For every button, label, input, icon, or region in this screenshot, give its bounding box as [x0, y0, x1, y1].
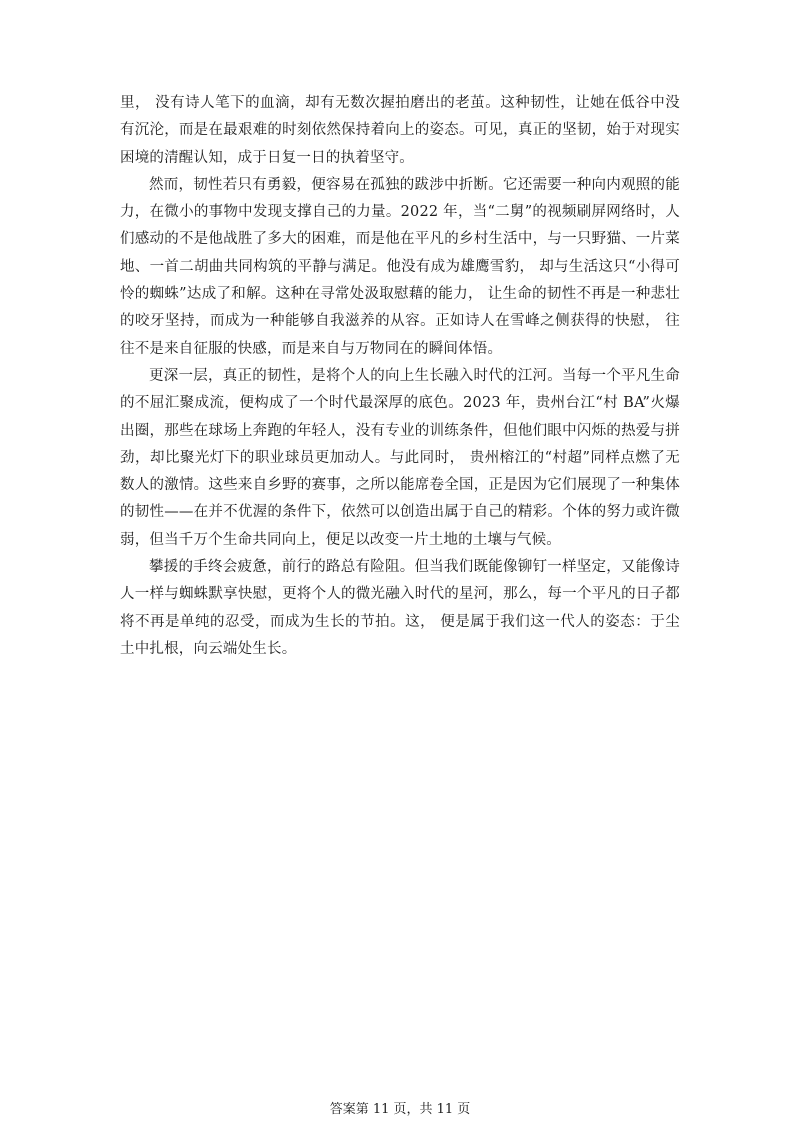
- paragraph-2: 然而，韧性若只有勇毅，便容易在孤独的跋涉中折断。它还需要一种向内观照的能力，在微小的事物中发现支撑自己的力量。2022 年，当“二舅”的视频刷屏网络时，人们感动的不是他战胜了多大的困难，而是他在平凡的乡村生活中，与一只野猫、一片菜地、一首二胡曲共同构筑的平静与满足。他没有成为雄鹰雪豹， 却与生活这只“小得可怜的蜘蛛”达成了和解。这种在寻常处汲取慰藉的能力， 让生命的韧性不再是一种悲壮的咬牙坚持，而成为一种能够自我滋养的从容。正如诗人在雪峰之侧获得的快慰， 往往不是来自征服的快感，而是来自与万物同在的瞬间体悟。: [120, 176, 680, 357]
- paragraph-4: 攀援的手终会疲惫，前行的路总有险阻。但当我们既能像铆钉一样坚定，又能像诗人一样与蜘蛛默享快慰，更将个人的微光融入时代的星河，那么，每一个平凡的日子都将不再是单纯的忍受，而成为生长的节拍。这， 便是属于我们这一代人的姿态：于尘土中扎根，向云端处生长。: [120, 559, 680, 657]
- page-footer: 答案第 11 页，共 11 页: [329, 1102, 471, 1117]
- paragraph-1: 里， 没有诗人笔下的血滴，却有无数次握拍磨出的老茧。这种韧性，让她在低谷中没有沉沦，而是在最艰难的时刻依然保持着向上的姿态。可见，真正的坚韧，始于对现实困境的清醒认知，成于日复一日的执着坚守。: [120, 95, 680, 166]
- paragraph-3: 更深一层，真正的韧性，是将个人的向上生长融入时代的江河。当每一个平凡生命的不屈汇聚成流，便构成了一个时代最深厚的底色。2023 年，贵州台江“村 BA”火爆出圈，那些在球场上奔跑的年轻人，没有专业的训练条件，但他们眼中闪烁的热爱与拼劲，却比聚光灯下的职业球员更加动人。与此同时， 贵州榕江的“村超”同样点燃了无数人的激情。这些来自乡野的赛事，之所以能席卷全国，正是因为它们展现了一种集体的韧性——在并不优渥的条件下，依然可以创造出属于自己的精彩。个体的努力或许微弱，但当千万个生命共同向上，便足以改变一片土地的土壤与气候。: [120, 367, 680, 548]
- document-page: [120, 90, 680, 663]
